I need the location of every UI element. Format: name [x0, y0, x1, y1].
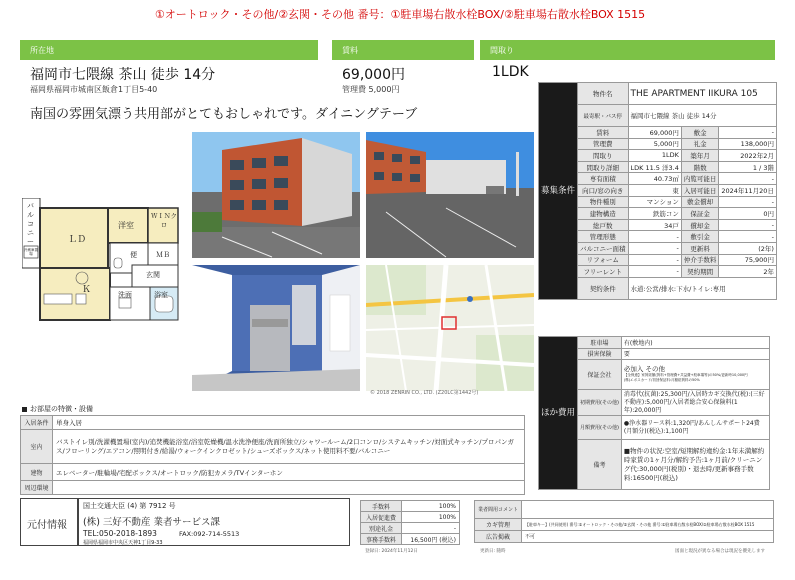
- fp-fridge: 冷蔵庫置場: [24, 248, 38, 256]
- row-value: 40.73㎡: [628, 173, 681, 185]
- row-value: 0円: [719, 208, 777, 220]
- rent-value: 69,000円: [342, 67, 405, 83]
- other-costs-header: ほか費用: [539, 337, 578, 490]
- row-value: 2024年11月20日: [719, 184, 777, 196]
- row-value: -: [719, 196, 777, 208]
- fee-value: 100%: [401, 512, 459, 523]
- row-key: 内覧可能日: [681, 173, 719, 185]
- ad-value: 不可: [522, 531, 774, 543]
- disclaimer: 図面と現況が異なる場合は現況を優先します: [675, 549, 765, 554]
- building-photo-1: [192, 132, 360, 258]
- fee-key: 入居促進費: [361, 512, 402, 523]
- key-info-banner: ①オートロック・その他/②玄関・その他 番号：①駐車場右散水栓BOX/②駐車場右散水栓BOX 1515: [154, 8, 646, 21]
- row-key: 管理形態: [578, 231, 629, 243]
- row-key: 築年月: [681, 150, 719, 162]
- agent-title: 元付情報: [27, 520, 67, 531]
- row-key: 物件種別: [578, 196, 629, 208]
- initial-cost-label: 初期費用(その他): [578, 390, 622, 416]
- row-value: 1LDK: [628, 150, 681, 162]
- features-title: [22, 404, 93, 414]
- row-value: 69,000円: [628, 127, 681, 139]
- row-key: 礼金: [681, 138, 719, 150]
- station-value: 福岡市七隈線 茶山 徒歩 14分: [628, 105, 776, 127]
- floorplan: [22, 198, 182, 328]
- row-key: 更新料: [681, 242, 719, 254]
- agent-address: 福岡県福岡市中央区天神1丁目9-33: [83, 540, 163, 546]
- agent-fax: FAX:092-714-5513: [179, 530, 240, 538]
- row-value: LDK 11.5 洋3.4: [628, 161, 681, 173]
- row-key: 敷金: [681, 127, 719, 139]
- feature-value: [53, 481, 525, 495]
- bullet-icon: [22, 407, 27, 412]
- guarantee-detail-1: 【全保連】家賃総額(賃料+管理費+共益費+駐車場等)の50%/更新時10,000円: [623, 373, 748, 378]
- rent-label: 賃料: [332, 40, 474, 60]
- row-key: 総戸数: [578, 219, 629, 231]
- features-table: [20, 415, 525, 495]
- fp-entrance: 玄関: [146, 271, 160, 279]
- row-key: 間取り詳細: [578, 161, 629, 173]
- fp-bath: 浴室: [154, 291, 168, 299]
- monthly-cost-value: ●浄水器リース料:1,320円/あんしんサポート24費(月額分)(税込):1,100円: [621, 416, 769, 440]
- conditions-header: 募集条件: [539, 83, 578, 300]
- row-key: 入居可能日: [681, 184, 719, 196]
- layout-value: 1LDK: [492, 64, 529, 80]
- fee-value: 100%: [401, 501, 459, 512]
- map-copyright: © 2018 ZENRIN CO., LTD. (Z20LC第1442号): [370, 390, 479, 396]
- row-value: -: [628, 254, 681, 266]
- insurance-label: 損害保険: [578, 348, 622, 360]
- row-value: 34戸: [628, 219, 681, 231]
- row-key: 契約期間: [681, 266, 719, 278]
- fp-kitchen: Ｋ: [82, 285, 92, 295]
- row-value: -: [719, 173, 777, 185]
- registration-date: 登録日: 2024年11月12日: [365, 549, 418, 554]
- row-key: 敷引金: [681, 231, 719, 243]
- registration-date-value: 2024年11月12日: [381, 549, 418, 554]
- fee-value: -: [401, 523, 459, 534]
- row-key: バルコニー面積: [578, 242, 629, 254]
- fp-toilet: 便: [130, 251, 137, 259]
- location-label: 所在地: [20, 40, 318, 60]
- row-value: -: [628, 231, 681, 243]
- fee-key: 手数料: [361, 501, 402, 512]
- station-label: 最寄駅・バス停: [578, 105, 629, 127]
- fp-washroom: 洗面: [118, 291, 132, 299]
- building-photo-2: [366, 132, 534, 258]
- row-value: マンション: [628, 196, 681, 208]
- remarks-value: ■物件の状況:空室/短期解約違約金:1年未満解約時家賃の1ヶ月分/解約予告:1ヶ月前/クリーニング代:30,000円(税別)・退去時/更新事務手数料:16500円(税込): [621, 440, 769, 490]
- key-value: 【駐車キー】(共同使用) 番号:①オートロック・その他/②玄関・その他 番号:①駐車場右散水栓BOX/②駐車場右散水栓BOX 1515: [522, 519, 774, 531]
- property-name: THE APARTMENT IIKURA 105: [628, 83, 776, 105]
- row-value: -: [719, 127, 777, 139]
- update-info: 更新日: 随時: [480, 549, 506, 554]
- fp-wic: ＷＩＮクロ: [151, 212, 177, 229]
- parking-value: 有(敷地内): [621, 337, 769, 349]
- monthly-cost-label: 月額費用(その他): [578, 416, 622, 440]
- initial-cost-value: 消毒代(抗菌):25,300円/入居時カギ交換代(税):(三好不動産):5,000円/入居者総合安心保険料(1年):20,000円: [621, 390, 769, 416]
- footer: [20, 498, 775, 556]
- fp-ld: ＬＤ: [68, 235, 87, 245]
- guarantee-detail-2: (株)エポスカード/初回保証料:月額総賃料の50%: [623, 378, 700, 383]
- row-key: 敷金償却: [681, 196, 719, 208]
- feature-label: 室内: [21, 430, 53, 464]
- fee-value: 16,500円 (税込): [401, 534, 459, 545]
- area-map: [366, 265, 534, 391]
- contract-label: 契約条件: [578, 277, 629, 299]
- management-fee: 管理費 5,000円: [342, 85, 400, 94]
- ad-label: 広告掲載: [475, 531, 522, 543]
- guarantee-label: 保証会社: [578, 360, 622, 390]
- row-value: 138,000円: [719, 138, 777, 150]
- agent-comments-table: [474, 500, 774, 543]
- row-key: 賃料: [578, 127, 629, 139]
- row-key: 間取り: [578, 150, 629, 162]
- row-key: フリーレント: [578, 266, 629, 278]
- feature-label: 建物: [21, 464, 53, 481]
- row-value: -: [628, 266, 681, 278]
- other-costs-table: [538, 336, 770, 490]
- row-key: 保証金: [681, 208, 719, 220]
- row-value: -: [628, 242, 681, 254]
- comment-value: [522, 501, 774, 519]
- row-value: -: [719, 219, 777, 231]
- registration-date-label: 登録日: [365, 549, 379, 554]
- fp-balcony: バルコニー: [27, 202, 34, 246]
- feature-label: 周辺環境: [21, 481, 53, 495]
- catchphrase: 南国の雰囲気漂う共用部がとてもおしゃれです。ダイニングテーブ: [30, 107, 418, 122]
- feature-label: 入居条件: [21, 416, 53, 430]
- row-value: 5,000円: [628, 138, 681, 150]
- feature-value: 単身入居: [53, 416, 525, 430]
- summary-table: [538, 82, 777, 300]
- remarks-label: 備考: [578, 440, 622, 490]
- row-key: 償却金: [681, 219, 719, 231]
- fee-key: 別途礼金: [361, 523, 402, 534]
- contract-value: 水道:公営/排水:下水/トイレ:専用: [628, 277, 776, 299]
- row-key: 建物構造: [578, 208, 629, 220]
- location-value: 福岡市七隈線 茶山 徒歩 14分: [30, 67, 216, 83]
- row-key: 専有面積: [578, 173, 629, 185]
- room-photo: [192, 265, 360, 391]
- update-value: 随時: [496, 549, 506, 554]
- update-label: 更新日: [480, 549, 494, 554]
- fee-table: [360, 500, 460, 545]
- row-value: (2年): [719, 242, 777, 254]
- agent-info-box: [78, 498, 350, 546]
- parking-label: 駐車場: [578, 337, 622, 349]
- row-value: 2022年2月: [719, 150, 777, 162]
- guarantee-value: 必加入 その他: [623, 365, 665, 374]
- fee-key: 事務手数料: [361, 534, 402, 545]
- layout-label: 間取り: [480, 40, 775, 60]
- features-title-text: お部屋の特徴・設備: [30, 405, 93, 413]
- company-name: (株) 三好不動産 業者サービス課: [83, 517, 220, 528]
- agent-tel: TEL:050-2018-1893: [83, 529, 157, 538]
- comment-label: 業者間用コメント: [475, 501, 522, 519]
- row-value: 1 / 3階: [719, 161, 777, 173]
- row-value: -: [719, 231, 777, 243]
- license-number: 国土交通大臣 (4) 第 7912 号: [83, 502, 176, 510]
- location-address: 福岡県福岡市城南区飯倉1丁目5-40: [30, 85, 158, 94]
- fp-western: 洋室: [118, 221, 134, 230]
- row-value: 2年: [719, 266, 777, 278]
- row-key: 管理費: [578, 138, 629, 150]
- row-key: 向口/窓の向き: [578, 184, 629, 196]
- feature-value: エレベーター/駐輪場/宅配ボックス/オートロック/防犯カメラ/TVインターホン: [53, 464, 525, 481]
- agent-title-box: [20, 498, 78, 546]
- insurance-value: 要: [621, 348, 769, 360]
- row-key: リフォーム: [578, 254, 629, 266]
- property-name-label: 物件名: [578, 83, 629, 105]
- key-label: カギ管理: [475, 519, 522, 531]
- row-key: 仲介手数料: [681, 254, 719, 266]
- fp-mb: ＭＢ: [156, 251, 170, 259]
- feature-value: バストイレ別/洗濯機置場(室内)/追焚機能浴室/浴室乾燥機/温水洗浄便座/洗面所独立/シャワールーム/2口コンロ/システムキッチン/対面式キッチン/プロパンガス/フローリング/エアコン/照明付き/給湯/ウォークインクロゼット/シューズボックス/ネット使用料不要/バルコニー: [53, 430, 525, 464]
- row-value: 鉄筋コン: [628, 208, 681, 220]
- row-value: 75,900円: [719, 254, 777, 266]
- row-key: 階数: [681, 161, 719, 173]
- row-value: 東: [628, 184, 681, 196]
